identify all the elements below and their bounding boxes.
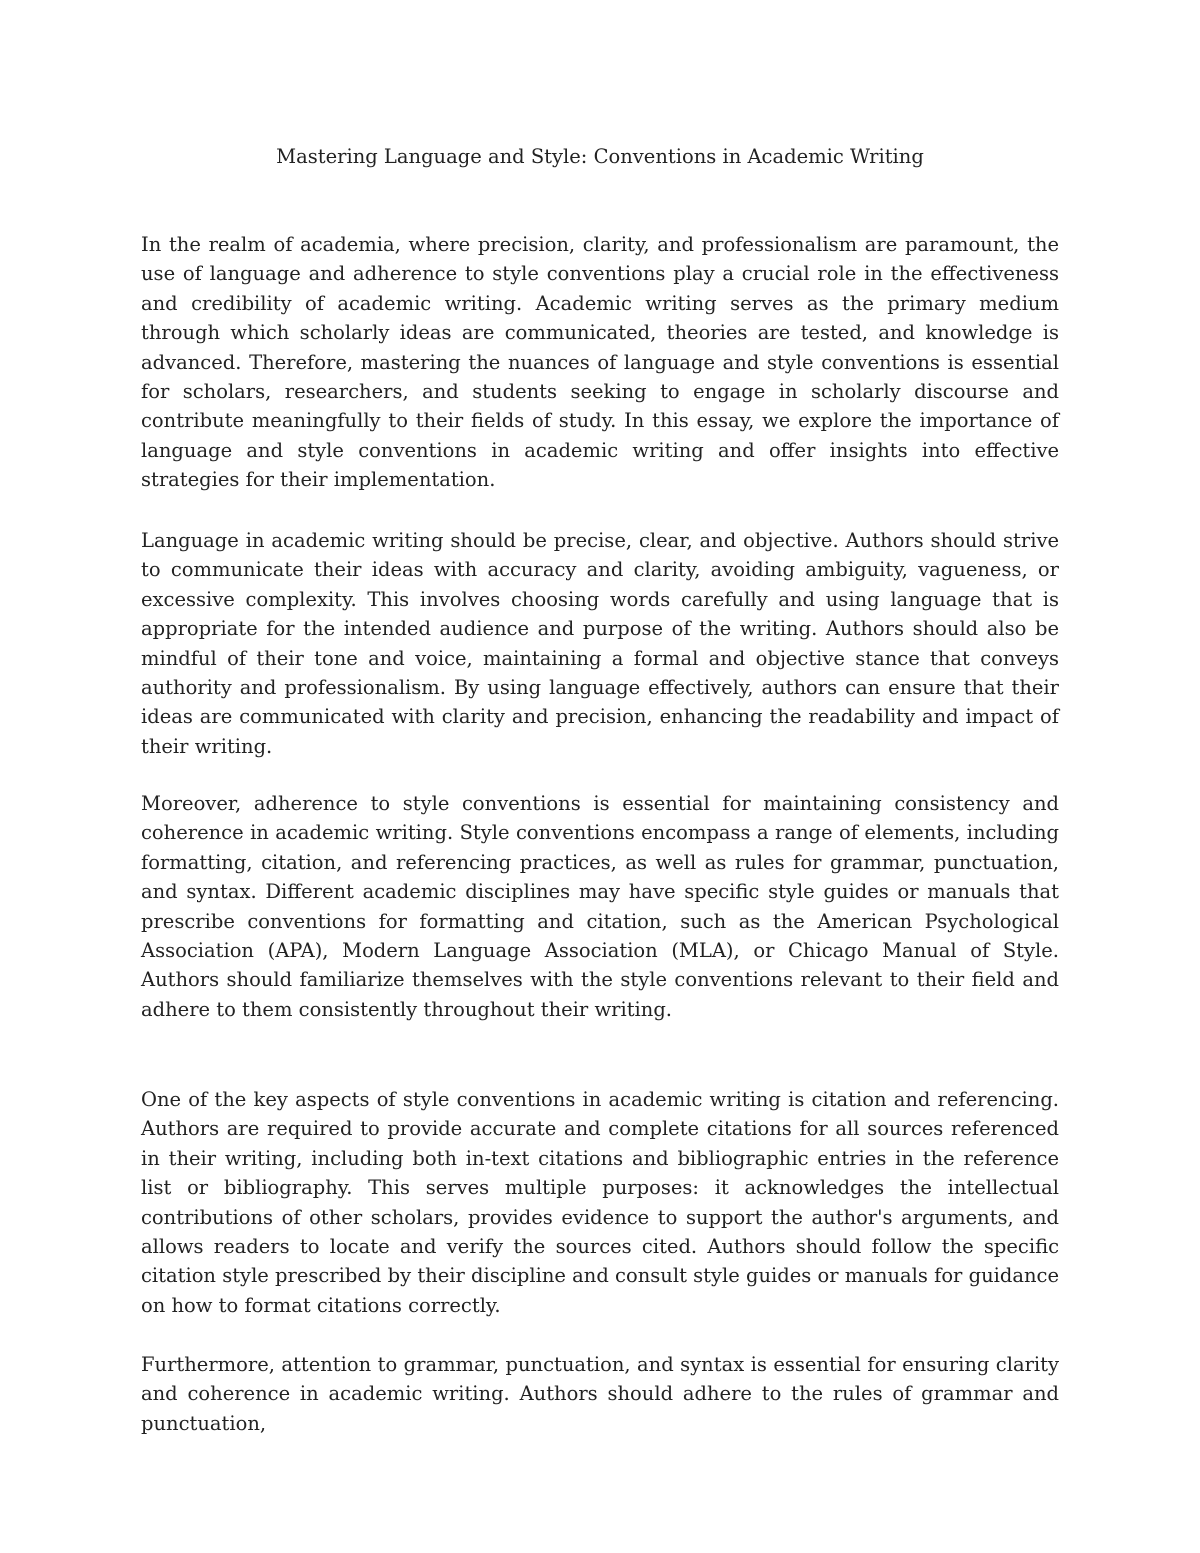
paragraph-style-conventions: Moreover, adherence to style conventions is essential for maintaining consistency and coherence in academic writing. Style conventions encompass a range of elements, including formatting, citation, and referencing practices, as well as rules for grammar, punctuation, and syntax. Different academic disciplines may have specific style guides or manuals that prescribe conventions for formatting and citation, such as the American Psychological Association (APA), Modern Language Association (MLA), or Chicago Manual of Style. Authors should familiarize themselves with the style conventions relevant to their field and adhere to them consistently throughout their writing. [141, 792, 1059, 1021]
paragraph-grammar: Furthermore, attention to grammar, punctuation, and syntax is essential for ensuring clarity and coherence in academic writing. Authors should adhere to the rules of grammar and punctuation, [141, 1353, 1059, 1435]
paragraph-language: Language in academic writing should be precise, clear, and objective. Authors should strive to communicate their ideas with accuracy and clarity, avoiding ambiguity, vagueness, or excessive complexity. This involves choosing words carefully and using language that is appropriate for the intended audience and purpose of the writing. Authors should also be mindful of their tone and voice, maintaining a formal and objective stance that conveys authority and professionalism. By using language effectively, authors can ensure that their ideas are communicated with clarity and precision, enhancing the readability and impact of their writing. [141, 529, 1059, 758]
paragraph-introduction: In the realm of academia, where precision, clarity, and professionalism are paramount, the use of language and adherence to style conventions play a crucial role in the effectiveness and credibility of academic writing. Academic writing serves as the primary medium through which scholarly ideas are communicated, theories are tested, and knowledge is advanced. Therefore, mastering the nuances of language and style conventions is essential for scholars, researchers, and students seeking to engage in scholarly discourse and contribute meaningfully to their fields of study. In this essay, we explore the importance of language and style conventions in academic writing and offer insights into effective strategies for their implementation. [141, 233, 1059, 492]
document-title: Mastering Language and Style: Conventions in Academic Writing [276, 145, 924, 168]
paragraph-citation: One of the key aspects of style conventions in academic writing is citation and referencing. Authors are required to provide accurate and complete citations for all sources referenced in their writing, including both in-text citations and bibliographic entries in the reference list or bibliography. This serves multiple purposes: it acknowledges the intellectual contributions of other scholars, provides evidence to support the author's arguments, and allows readers to locate and verify the sources cited. Authors should follow the specific citation style prescribed by their discipline and consult style guides or manuals for guidance on how to format citations correctly. [141, 1088, 1059, 1317]
